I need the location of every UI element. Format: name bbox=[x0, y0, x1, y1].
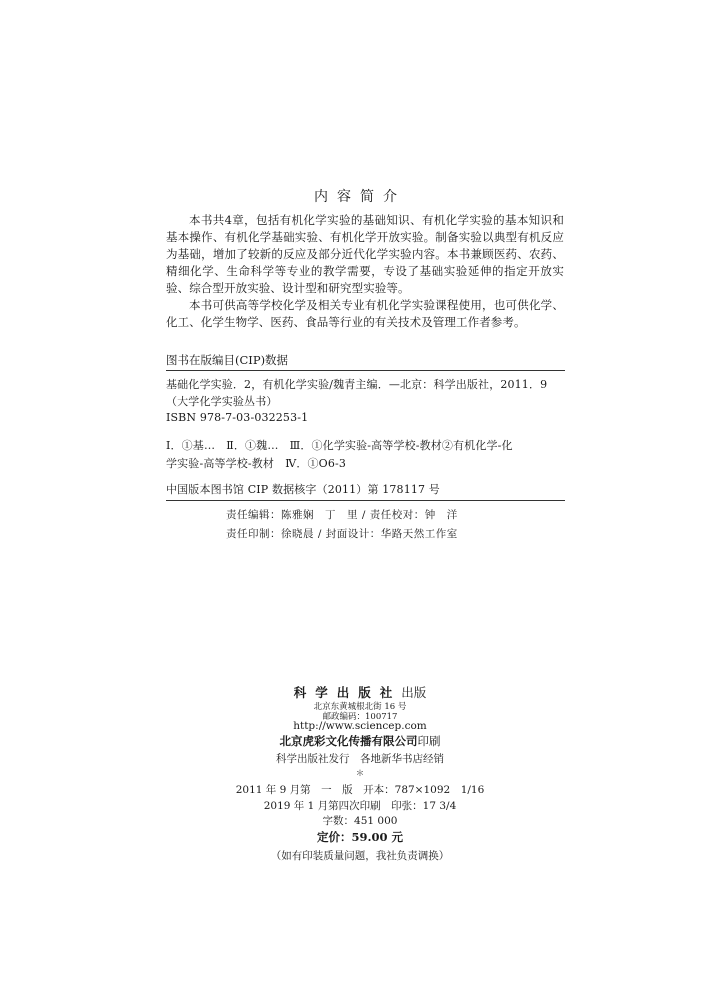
intro-paragraph-2: 本书可供高等学校化学及相关专业有机化学实验课程使用，也可供化学、化工、化学生物学、医药、食品等行业的有关技术及管理工作者参考。 bbox=[166, 298, 564, 329]
publisher-name bbox=[0, 683, 720, 701]
publisher-name-text: 科学出版社 bbox=[293, 685, 402, 700]
cip-classification-line-2: 学实验-高等学校-教材 Ⅳ．①O6-3 bbox=[166, 457, 347, 470]
cip-isbn-line: ISBN 978-7-03-032253-1 bbox=[166, 411, 309, 424]
quality-note: （如有印装质量问题，我社负责调换） bbox=[270, 850, 450, 862]
intro-body bbox=[166, 212, 564, 331]
publisher-postcode: 邮政编码：100717 bbox=[322, 712, 398, 722]
cip-bottom-rule bbox=[166, 500, 565, 501]
intro-paragraph-1: 本书共4章，包括有机化学实验的基础知识、有机化学实验的基本知识和基本操作、有机化学基础实验、有机化学开放实验。制备实验以典型有机反应为基础，增加了较新的反应及部分近代化学实验内容。本书兼顾医药、农药、精细化学、生命科学等专业的教学需要，专设了基础实验延伸的指定开放实验、综合型开放实验、设计型和研究型实验等。 bbox=[166, 213, 564, 295]
publisher-name-suffix: 出版 bbox=[401, 685, 427, 700]
staff-line-1: 责任编辑：陈雅娴 丁 里 / 责任校对：钟 洋 bbox=[226, 509, 458, 521]
word-count-line: 字数：451 000 bbox=[322, 815, 398, 827]
cip-series-line: （大学化学实验丛书） bbox=[166, 395, 278, 408]
price-line: 定价：59.00 元 bbox=[316, 830, 403, 844]
printing-line: 2019 年 1 月第四次印刷 印张：17 3/4 bbox=[263, 800, 457, 812]
printer-suffix: 印刷 bbox=[417, 734, 441, 748]
distribution-line: 科学出版社发行 各地新华书店经销 bbox=[276, 753, 444, 765]
cip-title-line: 基础化学实验．2，有机化学实验/魏青主编．—北京：科学出版社，2011．9 bbox=[166, 378, 548, 391]
publisher-url: http://www.sciencep.com bbox=[293, 720, 427, 732]
cip-heading: 图书在版编目(CIP)数据 bbox=[166, 353, 289, 367]
separator-asterisk: ＊ bbox=[355, 769, 365, 779]
printer-name: 北京虎彩文化传播有限公司 bbox=[279, 734, 418, 748]
cip-top-rule bbox=[166, 370, 565, 371]
cip-classification-line-1: Ⅰ．①基… Ⅱ．①魏… Ⅲ．①化学实验-高等学校-教材②有机化学-化 bbox=[166, 439, 513, 452]
intro-title: 内容简介 bbox=[314, 189, 406, 205]
printer bbox=[0, 733, 720, 749]
edition-line: 2011 年 9 月第 一 版 开本：787×1092 1/16 bbox=[235, 784, 485, 796]
staff-line-2: 责任印制：徐晓晨 / 封面设计：华路天然工作室 bbox=[226, 528, 458, 540]
publisher-address: 北京东黄城根北街 16 号 bbox=[313, 702, 407, 712]
cip-record-line: 中国版本图书馆 CIP 数据核字（2011）第 178117 号 bbox=[166, 483, 440, 496]
